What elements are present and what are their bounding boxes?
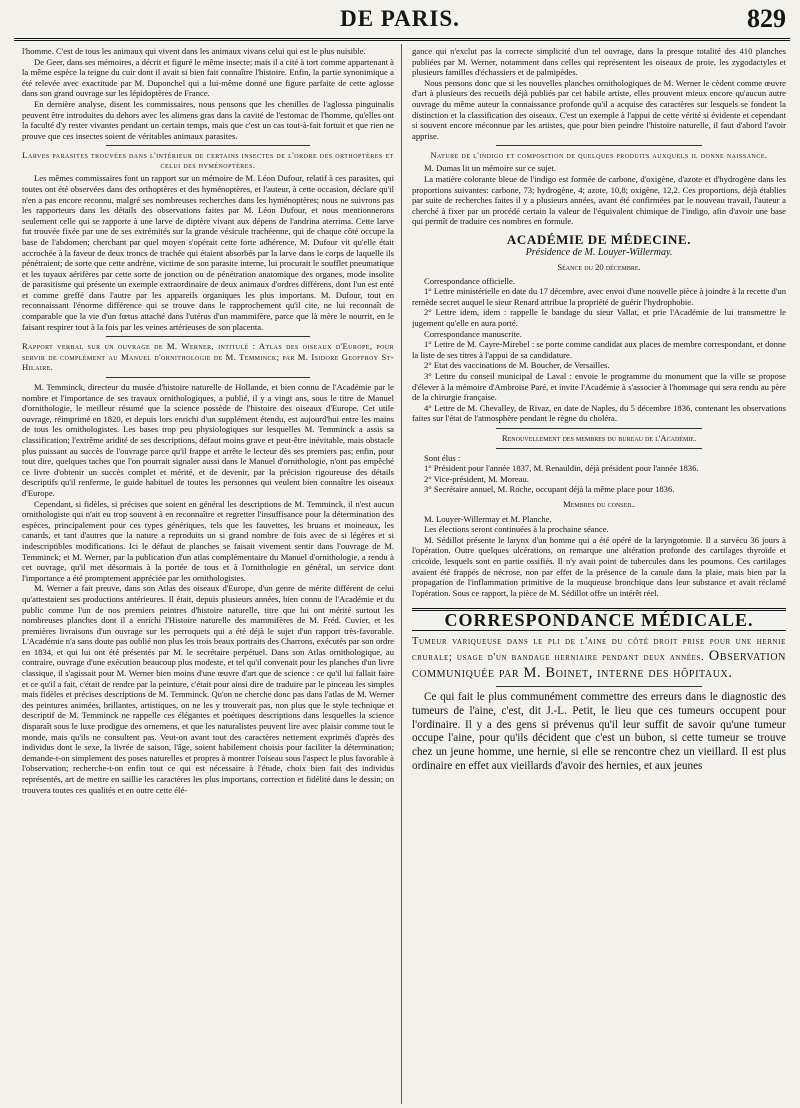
- paragraph: M. Sédillot présente le larynx d'un homme qui a été opéré de la laryngotomie. Il a survécu 36 jours à l'opération. Outre quelques ulcérations, on remarque une altération profonde des cartilages thyroïde et cricoïde, lesquels sont en partie ossifiés. Il n'y avait point de tubercules dans les poumons. Ces cartilages avaient été frappés de nécrose, non par effet de la présence de la canule dans la plaie, mais bien par la propagation de l'inflammation primitive de la muqueuse bronchique dans leur substance et avait réclamé l'opération. Sous ce rapport, la pièce de M. Sédillot offre un intérêt réel.: [412, 534, 786, 598]
- paragraph: l'homme. C'est de tous les animaux qui vivent dans les animaux vivans celui qui est le plus nuisible.: [22, 46, 366, 56]
- subheading: Correspondance officielle.: [424, 275, 515, 286]
- list-item: 1° Président pour l'année 1837, M. Renauldin, déjà président pour l'année 1836.: [424, 463, 699, 474]
- header-rule: [14, 38, 790, 41]
- list-item: 3° Secrétaire annuel, M. Roche, occupant déjà la même place pour 1836.: [424, 484, 675, 495]
- section-divider: [496, 686, 702, 687]
- section-divider: [106, 336, 311, 337]
- list-item: 2° Lettre idem, idem : rappelle le bandage du sieur Vallat, et prie l'Académie de lui transmettre le jugement qu'elle en aura porté.: [412, 307, 786, 329]
- list-item: 1° Lettre ministérielle en date du 17 décembre, avec envoi d'une nouvelle pièce à joindre à la recette d'un remède secret auquel le sieur Renard attribue la propriété de guérir l'hydrophobie.: [412, 286, 786, 307]
- paragraph: Les mêmes commissaires font un rapport sur un mémoire de M. Léon Dufour, relatif à ces parasites, qui toutes ont été observées dans des orthoptères et des hyménoptères, et l'auteur, à cette occasion, déclare qu'il n'en a pas encore reconnu, malgré ses nombreuses recherches dans les hyménoptères; nous ne suivrons pas les rapporteurs dans les détails des observations faites par M. Léon Dufour, et nous mentionnerons seulement celle qui se rapporte à une larve de diptère vivant aux dépens de l'andrina aterrima. Cette larve fut trouvée fixée par une de ses extrémités sur la grande vésicule trachéenne, qui de chaque côté occupe la base de l'abdomen; cherchant par quel moyen s'opérait cette forte adhérence, M. Dufour vit qu'elle était accrochée à la faveur de deux troncs de trachée qui étaient absorbés par la larve dans le corps de laquelle ils pénétraient; de sorte que cette andrène, victime de son parasite interne, lui procurait le soufflet pneumatique et les tuyaux aérifères par cette sorte de jonction ou de pénétration anatomique des organes, mode insolite de parasitisme qui présente un exemple extraordinaire de deux animaux d'ordres différens, dont l'un est enté et comme greffé dans l'autre par les appareils organiques les plus importans. M. Dufour, tout en reconnaissant l'énorme différence qui se trouve dans le rapprochement qu'il cite, ne lui reconnaît de comparable que la vie d'un fœtus attaché dans l'utérus d'un mammifère, parce que là mère le nourrit, en le faisant respirer tout à la fois par les veines artérieuses de son placenta.: [22, 173, 394, 332]
- paragraph: M. Werner a fait preuve, dans son Atlas des oiseaux d'Europe, d'un genre de mérite différent de celui qu'attestaient ses productions antérieures. Il était, depuis plusieurs années, bien connu de l'Académie et du public comme l'un de nos premiers peintres d'histoire naturelle, titre que lui ont mérité surtout les nombreuses planches dont il a enrichi l'Histoire naturelle des mammifères de M. Fréd. Cuvier, et les premières livraisons d'un ouvrage sur les perroquets qui a été déjà le sujet d'un rapport très-favorable. L'Académie n'a sans doute pas oublié non plus les trois beaux portraits des Charrons, exécutés par son ordre en 1834, et qui lui ont été présentés par M. le secrétaire perpétuel. Dans son Atlas ornithologique, au contraire, ouvrage d'une exécution beaucoup plus modeste, et tel qu'il convenait pour les planches d'un livre classique, il s'agissait pour M. Werner bien moins d'une œuvre d'art que de science : ce qu'il lui fallait faire et ce qu'il a fait, c'était de rendre par la peinture, c'était pour ainsi dire de traduire par le pinceau les simples mais fidèles et précises descriptions de M. Temminck. Qu'on ne cherche donc pas dans l'atlas de M. Werner des peintures animées, brillantes, artistiques, on ne les y trouverait pas, non plus que le style technique et descriptif de M. Temminck ne rappelle ces élégantes et poétiques descriptions dans lesquelles la science disparaît sous le luxe prodigue des ornemens, et que les naturalistes peuvent lire avec plaisir comme tout le monde, mais qu'ils ne consultent pas. Veut-on avant tout des caractères nettement exprimés d'après des individus dont le sexe, la livrée de saison, l'âge, soient habilement choisis pour faciliter la détermination; demande-t-on simplement des poses naturelles et propres à montrer l'oiseau sous l'aspect le plus favorable à l'observation; recherche-t-on enfin tout ce qui est nécessaire à l'étude, choix bien fait des individus représentés, art de mettre en saillie les caractères les plus importans, correction et fidélité dans le dessin; on trouvera toutes ces qualités et en outre cette élé-: [22, 583, 394, 795]
- list-item: 1° Lettre de M. Cayre-Mirebel : se porte comme candidat aux places de membre correspondant, et donne la liste de ses titres à l'appui de sa candidature.: [412, 339, 786, 360]
- correspondance-header: [412, 608, 786, 631]
- paragraph: Cependant, si fidèles, si précises que soient en général les descriptions de M. Temminck, il n'est aucun ornithologiste qui n'ait eu trop souvent à en reconnaître et regretter l'insuffisance pour la détermination des espèces, principalement pour ces types génériques, tels que les fauvettes, les bruans et moineaux, les canards, et tant d'autres que la nature a reproduits un si grand nombre de fois avec de si légères et si indescriptibles modifications. Ici le défaut de planches se faisait vivement sentir dans l'ouvrage de M. Temminck; et M. Werner, par la publication d'un atlas complémentaire du Manuel d'ornithologie, a rendu à cet ouvrage, qu'il met désormais à la portée de tous et à l'ornithologie en général, un service dont l'importance a été promptement appréciée par les ornithologistes.: [22, 498, 394, 583]
- paragraph: M. Temminck, directeur du musée d'histoire naturelle de Hollande, et bien connu de l'Académie par le nombre et l'importance de ses travaux ornithologiques, a publié, il y a vingt ans, sous le titre de Manuel d'ornithologie, le meilleur résumé que la science possède de l'histoire des oiseaux d'Europe. Cet utile ouvrage, réimprimé en 1820, et depuis lors enrichi d'un supplément étendu, est aujourd'hui entre les mains de tous les ornithologistes. Les bases trop peu physiologiques sur lesquelles M. Temminck a assis sa classification; l'extrême aridité de ses descriptions, défaut moins grave et peut-être inévitable, mais obstacle plus puissant au succès de l'ouvrage parce qu'il frappe et arrête le lecteur dès ses premiers pas; enfin, pour tout dire, quelques taches que l'on pourrait signaler aussi dans le Manuel d'ornithologie, n'ont pas empêché ce livre d'obtenir un succès complet et mérité, et de devenir, par la précision rigoureuse des détails descriptifs qu'il renferme, le guide habituel de toutes les personnes qui veulent bien connaître les oiseaux d'Europe.: [22, 382, 394, 498]
- section-divider: [496, 448, 702, 449]
- list-item: 2° Etat des vaccinations de M. Boucher, de Versailles.: [424, 360, 610, 371]
- paragraph: La matière colorante bleue de l'indigo est formée de carbone, d'oxigène, d'azote et d'hydrogène dans les proportions suivantes: carbone, 73; hydrogène, 4; azote, 10,8; oxigène, 12,2. Ces proportions, déjà établies par suite de recherches faites il y a plusieurs années, avant été confirmées par le nouveau travail, l'auteur a cherché à fixer par un procédé certain la valeur de l'équivalent chimique de l'indigo, afin d'avoir une base qui permît de traduire ces nombres en formule.: [412, 173, 786, 227]
- list-item: 2° Vice-président, M. Moreau.: [424, 473, 529, 484]
- section-divider: [496, 145, 702, 146]
- list-item: 3° Lettre du conseil municipal de Laval : envoie le programme du monument que la ville se propose d'élever à la mémoire d'Ambroise Paré, et invite l'Académie à s'associer à l'hommage qui sera rendu au père de la chirurgie française.: [412, 371, 786, 403]
- list-item: 4° Lettre de M. Chevalley, de Rivaz, en date de Naples, du 5 décembre 1836, contenant les observations faites sur l'état de l'atmosphère pendant le règne du choléra.: [412, 402, 786, 424]
- section-heading: Membres du conseil.: [562, 498, 636, 509]
- right-column: [412, 46, 786, 1106]
- correspondance-title: CORRESPONDANCE MÉDICALE.: [444, 610, 754, 631]
- article-byline: Observation communiquée par M. Boinet, interne des hôpitaux.: [412, 647, 786, 681]
- section-heading: Larves parasites trouvées dans l'intérieur de certains insectes de l'ordre des orthoptères et celui des hyménoptères.: [22, 150, 394, 171]
- article-heading: [412, 635, 786, 682]
- article-body: [412, 691, 786, 774]
- paragraph: En dernière analyse, disent les commissaires, nous pensons que les chenilles de l'aglossa pinguinalis peuvent être introduites du dehors avec les alimens gras dans la cavité de l'estomac de l'homme, qu'elles ont la faculté d'y rester vivantes pendant un certain temps, mais que c'est un cas tout-à-fait fortuit et que rien ne prouve que ces insectes soient de véritables animaux parasites.: [22, 98, 394, 141]
- paragraph: Les élections seront continuées à la prochaine séance.: [424, 524, 609, 535]
- section-divider: [106, 145, 311, 146]
- paragraph: Nous pensons donc que si les nouvelles planches ornithologiques de M. Werner le cèdent comme œuvre d'art à plusieurs des recueils déjà publiés par cet habile artiste, elles prouvent mieux encore qu'aucun autre ouvrage du même auteur la connaissance profonde qu'il a acquise des caractères sur lesquels se fondent la distinction et la classification des oiseaux. C'est un exemple à l'appui de cette vérité si évidente et cependant si souvent encore méconnue par les artistes, que pour bien peindre l'histoire naturelle, il faut d'abord l'avoir apprise.: [412, 77, 786, 141]
- section-heading: Renouvellement des membres du bureau de l'Académie.: [501, 433, 697, 443]
- section-heading: Nature de l'indigo et composition de quelques produits auxquels il donne naissance.: [430, 150, 768, 161]
- presidence-line: Présidence de M. Louyer-Willermay.: [525, 246, 673, 258]
- paragraph: M. Dumas lit un mémoire sur ce sujet.: [424, 163, 556, 174]
- paragraph: gance qui n'exclut pas la correcte simplicité d'un tel ouvrage, dans la presque totalité des 410 planches publiées par M. Werner, notamment dans celles qui représentent les oiseaux de proie, les zygodactyles et plusieurs familles d'échassiers et de palmipèdes.: [412, 46, 786, 78]
- academie-title: ACADÉMIE DE MÉDECINE.: [506, 231, 692, 247]
- column-divider: [401, 44, 402, 1104]
- paragraph: Ce qui fait le plus communément commettre des erreurs dans le diagnostic des tumeurs de l'aine, c'est, dit J.-L. Petit, le lieu que ces tumeurs occupent pour l'ordinaire. Il y a des gens si prévenus qu'il leur suffit de savoir qu'une tumeur occupe l'aine, pour qu'ils décident que c'est un bubon, si cette tumeur se trouve chez un jeune homme, une hernie, si elle se rencontre chez un vieillard. Il est plus ordinaire en effet aux vieillards d'avoir des hernies, et aux jeunes: [412, 690, 786, 772]
- subheading: Correspondance manuscrite.: [424, 328, 522, 339]
- paragraph: Sont élus :: [424, 452, 461, 463]
- paragraph: De Geer, dans ses mémoires, a décrit et figuré le même insecte; mais il a cité à tort comme appartenant à la même espèce la teigne du cuir dont il avait si bien fait connaître l'histoire. Enfin, la partie synonimique a été relevée avec exactitude par M. Duponchel qui a lui-même donné une figure parfaite de cette aglosse dans son grand ouvrage sur les lépidoptères de France.: [22, 56, 394, 99]
- left-column: [22, 46, 394, 1106]
- section-heading: Rapport verbal sur un ouvrage de M. Werner, intitulé : Atlas des oiseaux d'Europe, pour servir de complément au Manuel d'ornithologie de M. Temminck; par M. Isidore Geoffroy St-Hilaire.: [22, 341, 394, 373]
- section-divider: [496, 428, 702, 429]
- article-title: Tumeur variqueuse dans le pli de l'aine du côté droit prise pour une hernie crurale; usage d'un bandage herniaire pendant deux années.: [412, 635, 786, 663]
- page-number: 829: [747, 4, 786, 33]
- page-header: [0, 0, 800, 40]
- running-title: DE PARIS.: [340, 6, 460, 31]
- paragraph: M. Louyer-Willermay et M. Planche.: [424, 513, 552, 524]
- section-divider: [106, 377, 311, 378]
- seance-date: Séance du 20 décembre.: [557, 262, 641, 273]
